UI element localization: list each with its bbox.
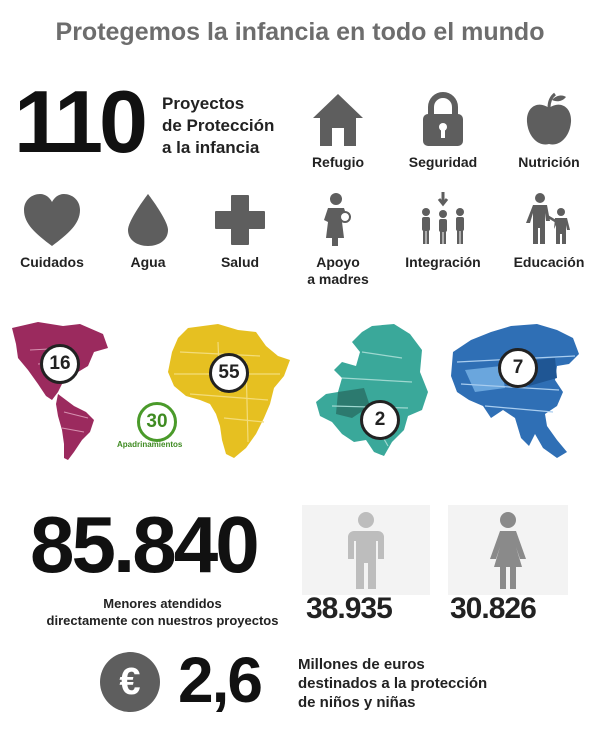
parent-child-icon <box>525 192 573 248</box>
europe-badge: 2 <box>360 400 400 440</box>
euro-icon: € <box>100 652 160 712</box>
category-integracion <box>383 192 503 271</box>
category-label: Agua <box>130 254 166 270</box>
girl-icon <box>486 511 530 591</box>
category-educacion <box>489 192 600 271</box>
boys-panel <box>302 505 430 595</box>
girls-panel <box>448 505 568 595</box>
page-title: Protegemos la infancia en todo el mundo <box>55 18 545 46</box>
asia-badge: 7 <box>498 348 538 388</box>
category-label: Seguridad <box>408 154 478 170</box>
apple-icon <box>524 92 574 148</box>
house-icon <box>311 92 365 148</box>
projects-line-2: de Protección <box>162 116 275 135</box>
category-label: Refugio <box>311 154 365 170</box>
category-label: Apoyo a madres <box>307 254 369 287</box>
europe-map <box>312 322 432 460</box>
asia-map <box>445 322 585 460</box>
projects-count: 110 <box>14 72 144 171</box>
girls-count: 30.826 <box>450 592 536 625</box>
category-nutricion <box>489 92 600 171</box>
sponsorships-badge: 30 <box>137 402 177 442</box>
padlock-icon <box>418 92 468 148</box>
funding-amount: 2,6 <box>178 644 261 716</box>
projects-line-3: a la infancia <box>162 138 260 157</box>
america-map <box>8 320 113 462</box>
category-refugio <box>278 92 398 171</box>
cross-icon <box>212 192 268 248</box>
water-drop-icon <box>125 192 171 248</box>
america-badge: 16 <box>40 344 80 384</box>
mother-baby-icon <box>318 192 358 248</box>
heart-icon <box>22 192 82 248</box>
category-label: Salud <box>220 254 260 270</box>
minors-description: Menores atendidos directamente con nuestros proyectos <box>46 596 279 628</box>
projects-line-1: Proyectos <box>162 94 245 113</box>
africa-badge: 55 <box>209 353 249 393</box>
category-label: Cuidados <box>20 254 84 270</box>
boys-count: 38.935 <box>306 592 392 625</box>
category-seguridad <box>383 92 503 171</box>
category-label: Integración <box>405 254 481 270</box>
sponsorships-label: Apadrinamientos <box>117 440 183 449</box>
category-label: Nutrición <box>518 154 580 170</box>
category-apoyo-madres <box>278 192 398 288</box>
group-icon <box>418 192 468 248</box>
category-label: Educación <box>513 254 585 270</box>
minors-total: 85.840 <box>30 500 257 589</box>
funding-description: Millones de euros destinados a la protección de niños y niñas <box>298 656 488 711</box>
boy-icon <box>344 511 388 591</box>
projects-description <box>162 93 274 159</box>
